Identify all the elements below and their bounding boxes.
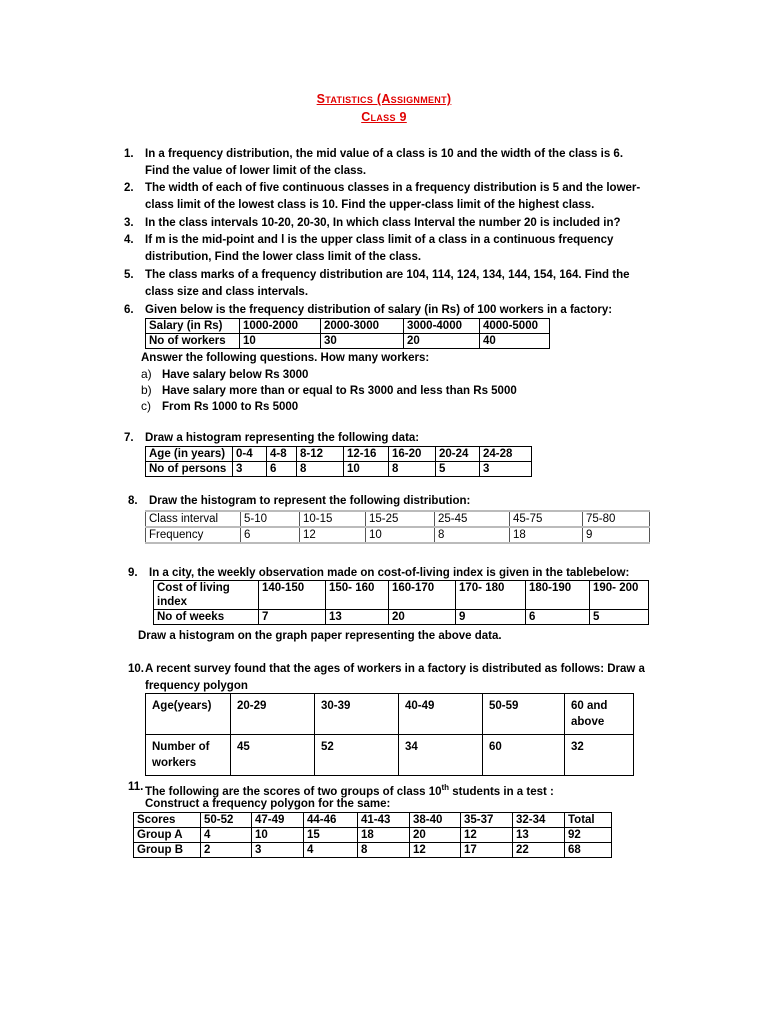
table-cell: 8 [358,843,410,858]
table-cell: 60 [483,735,565,776]
q6-part [141,366,308,383]
table-cell: 68 [565,843,612,858]
table-row [146,694,634,735]
question-number: 1. [124,148,134,160]
age-persons-table [145,446,532,477]
question-text: The width of each of five continuous classes in a frequency distribution is 5 and the lower-class limit of the lowest class is 10. Find the upper-class limit of the highest class. [145,182,641,211]
q6-prompt: Answer the following questions. How many workers: [141,352,430,364]
question-text: Draw a histogram representing the following data: [145,432,420,444]
table-cell: 9 [583,527,650,543]
table-cell: 20 [404,334,480,349]
table-cell: 190- 200 [590,581,649,610]
table-cell: 41-43 [358,813,410,828]
table-cell: 5-10 [241,511,300,527]
row-header-cell: Number of workers [146,735,231,776]
table-cell: 150- 160 [326,581,389,610]
table-cell: 4000-5000 [480,319,550,334]
table-cell: 20 [410,828,461,843]
table-cell: 47-49 [252,813,304,828]
part-letter: b) [141,383,152,397]
table-cell: 40 [480,334,550,349]
table-cell: 24-28 [480,447,532,462]
q9-instruction: Draw a histogram on the graph paper representing the above data. [138,630,502,642]
table-cell: 8 [297,462,344,477]
table-cell: 4 [201,828,252,843]
part-letter: a) [141,367,152,381]
table-cell: 10-15 [300,511,366,527]
table-cell: 17 [461,843,513,858]
table-cell: 6 [267,462,297,477]
table-cell: 50-52 [201,813,252,828]
part-text: Have salary more than or equal to Rs 3000 and less than Rs 5000 [162,385,517,397]
question-text: Given below is the frequency distribution of salary (in Rs) of 100 workers in a factory: [145,304,613,316]
question-number: 8. [128,495,138,507]
table-cell: 20 [389,610,456,625]
table-cell: 0-4 [233,447,267,462]
table-row [146,447,532,462]
page-subtitle: Class 9 [361,110,407,124]
page-title: Statistics (Assignment) [316,92,452,106]
table-cell: 1000-2000 [240,319,321,334]
table-cell: 35-37 [461,813,513,828]
row-header-cell: No of persons [146,462,233,477]
row-header-cell: Age(years) [146,694,231,735]
question-text: If m is the mid-point and l is the upper class limit of a class in a continuous frequency distribution, Find the lower class limit of the class. [145,234,614,263]
part-letter: c) [141,399,151,413]
table-cell: 13 [513,828,565,843]
table-cell: 8 [435,527,510,543]
table-cell: 3 [480,462,532,477]
table-cell: 92 [565,828,612,843]
cost-of-living-table [153,580,649,625]
table-row [154,581,649,610]
table-cell: 30 [321,334,404,349]
table-cell: 15 [304,828,358,843]
table-cell: 32 [565,735,634,776]
table-cell: 75-80 [583,511,650,527]
table-cell: 10 [366,527,435,543]
question-number: 6. [124,304,134,316]
table-cell: 32-34 [513,813,565,828]
table-cell: 160-170 [389,581,456,610]
row-header-cell: No of weeks [154,610,259,625]
table-cell: 60 and above [565,694,634,735]
table-cell: 5 [590,610,649,625]
table-cell: 6 [526,610,590,625]
table-cell: 10 [344,462,389,477]
table-cell: 3000-4000 [404,319,480,334]
row-header-cell: Salary (in Rs) [146,319,240,334]
table-cell: 18 [358,828,410,843]
question-number: 2. [124,182,134,194]
table-cell: 180-190 [526,581,590,610]
scores-table [133,812,612,858]
table-cell: 20-24 [436,447,480,462]
table-cell: 3 [252,843,304,858]
question-number: 10. [128,663,144,675]
question-text: Draw the histogram to represent the following distribution: [149,495,471,507]
table-cell: 52 [315,735,399,776]
table-row [146,462,532,477]
table-row [134,813,612,828]
table-cell: 7 [259,610,326,625]
row-header-cell: No of workers [146,334,240,349]
q6-part [141,382,517,399]
table-cell: 34 [399,735,483,776]
table-cell: 9 [456,610,526,625]
q6-part [141,398,298,415]
table-cell: 5 [436,462,480,477]
table-cell: 15-25 [366,511,435,527]
table-cell: 18 [510,527,583,543]
row-header-cell: Cost of living index [154,581,259,610]
row-header-cell: Scores [134,813,201,828]
table-row [134,828,612,843]
table-cell: 50-59 [483,694,565,735]
table-cell: 4-8 [267,447,297,462]
table-cell: 8 [389,462,436,477]
question-number: 4. [124,234,134,246]
worker-ages-table [145,693,634,776]
table-cell: 12 [410,843,461,858]
row-header-cell: Group B [134,843,201,858]
table-row [146,319,550,334]
table-cell: 10 [252,828,304,843]
table-cell: 4 [304,843,358,858]
table-cell: 12-16 [344,447,389,462]
table-cell: 13 [326,610,389,625]
table-cell: 38-40 [410,813,461,828]
question-text: The class marks of a frequency distribution are 104, 114, 124, 134, 144, 154, 164. Find the class size and class intervals. [145,269,630,298]
question-number: 3. [124,217,134,229]
table-cell: 25-45 [435,511,510,527]
table-cell: 45 [231,735,315,776]
question-text: A recent survey found that the ages of workers in a factory is distributed as follows: Draw a frequency polygon [145,663,645,692]
part-text: Have salary below Rs 3000 [162,369,309,381]
row-header-cell: Class interval [146,511,241,527]
table-row [146,334,550,349]
table-cell: 16-20 [389,447,436,462]
question-text: In a frequency distribution, the mid value of a class is 10 and the width of the class is 6. Find the value of lower limit of the class. [145,148,624,177]
table-row [154,610,649,625]
question-number: 7. [124,432,134,444]
table-cell: 10 [240,334,321,349]
table-cell: 2 [201,843,252,858]
table-cell: 40-49 [399,694,483,735]
table-cell: 12 [300,527,366,543]
table-cell: 3 [233,462,267,477]
table-cell: 170- 180 [456,581,526,610]
table-row [146,511,650,527]
question-number: 9. [128,567,138,579]
table-cell: Total [565,813,612,828]
table-cell: 45-75 [510,511,583,527]
table-cell: 140-150 [259,581,326,610]
question-text: The following are the scores of two groups of class 10th students in a test : [145,783,554,798]
table-cell: 8-12 [297,447,344,462]
salary-table [145,318,550,349]
row-header-cell: Age (in years) [146,447,233,462]
row-header-cell: Group A [134,828,201,843]
table-cell: 2000-3000 [321,319,404,334]
class-frequency-table [145,510,650,544]
table-cell: 30-39 [315,694,399,735]
table-row [146,527,650,543]
table-row [134,843,612,858]
table-cell: 44-46 [304,813,358,828]
table-cell: 20-29 [231,694,315,735]
question-text: In the class intervals 10-20, 20-30, In which class Interval the number 20 is included in? [145,217,621,229]
table-cell: 12 [461,828,513,843]
question-text: In a city, the weekly observation made on cost-of-living index is given in the tablebelow: [149,567,630,579]
part-text: From Rs 1000 to Rs 5000 [162,401,299,413]
table-cell: 6 [241,527,300,543]
table-cell: 22 [513,843,565,858]
question-number: 5. [124,269,134,281]
question-number: 11. [128,781,144,793]
row-header-cell: Frequency [146,527,241,543]
q11-instruction: Construct a frequency polygon for the same: [145,798,391,810]
table-row [146,735,634,776]
